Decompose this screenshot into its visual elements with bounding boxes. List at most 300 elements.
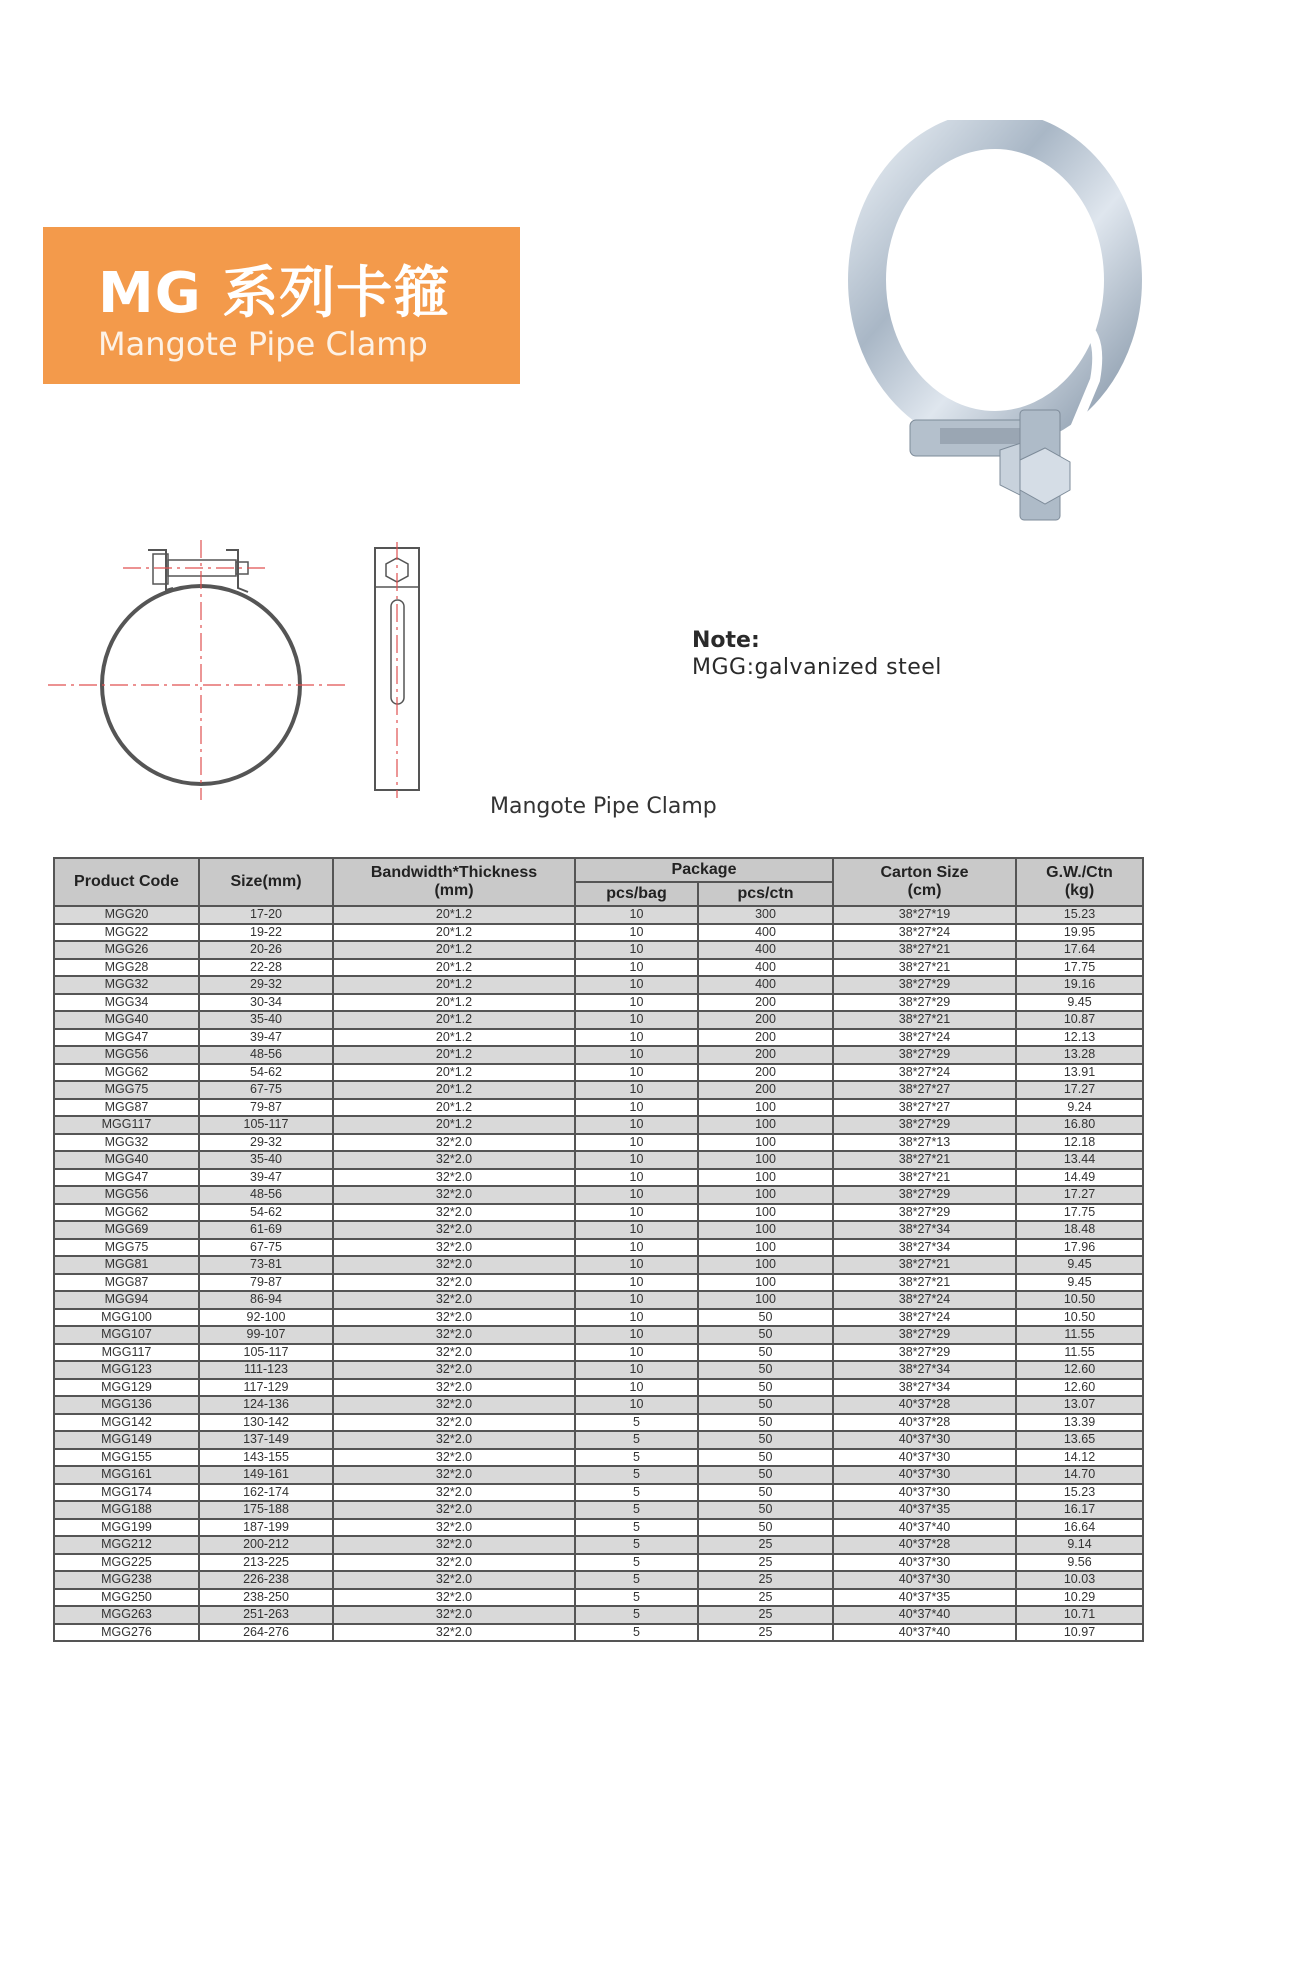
- table-row: [54, 1134, 1143, 1152]
- cell-pcs-bag: 10: [575, 1134, 698, 1152]
- cell-pcs-ctn: 50: [698, 1484, 833, 1502]
- cell-carton-size: 40*37*40: [833, 1606, 1016, 1624]
- table-row: [54, 1396, 1143, 1414]
- cell-pcs-bag: 10: [575, 1361, 698, 1379]
- cell-pcs-bag: 10: [575, 976, 698, 994]
- cell-carton-size: 38*27*13: [833, 1134, 1016, 1152]
- cell-size: 111-123: [199, 1361, 333, 1379]
- cell-size: 264-276: [199, 1624, 333, 1642]
- cell-size: 99-107: [199, 1326, 333, 1344]
- cell-size: 105-117: [199, 1116, 333, 1134]
- table-row: [54, 1624, 1143, 1642]
- cell-pcs-ctn: 200: [698, 1011, 833, 1029]
- cell-product-code: MGG174: [54, 1484, 199, 1502]
- table-row: [54, 906, 1143, 924]
- cell-pcs-ctn: 100: [698, 1204, 833, 1222]
- cell-pcs-ctn: 100: [698, 1186, 833, 1204]
- table-row: [54, 1344, 1143, 1362]
- cell-bandwidth: 32*2.0: [333, 1309, 575, 1327]
- cell-gross-weight: 13.39: [1016, 1414, 1143, 1432]
- cell-pcs-ctn: 100: [698, 1151, 833, 1169]
- cell-bandwidth: 20*1.2: [333, 959, 575, 977]
- cell-product-code: MGG263: [54, 1606, 199, 1624]
- cell-product-code: MGG75: [54, 1239, 199, 1257]
- cell-carton-size: 38*27*24: [833, 924, 1016, 942]
- cell-pcs-bag: 5: [575, 1589, 698, 1607]
- cell-pcs-bag: 10: [575, 1064, 698, 1082]
- cell-product-code: MGG75: [54, 1081, 199, 1099]
- cell-size: 92-100: [199, 1309, 333, 1327]
- cell-carton-size: 40*37*30: [833, 1466, 1016, 1484]
- cell-gross-weight: 12.60: [1016, 1361, 1143, 1379]
- note-text: MGG:galvanized steel: [692, 655, 942, 680]
- cell-carton-size: 40*37*28: [833, 1396, 1016, 1414]
- cell-carton-size: 38*27*21: [833, 1274, 1016, 1292]
- cell-product-code: MGG62: [54, 1064, 199, 1082]
- cell-gross-weight: 17.27: [1016, 1186, 1143, 1204]
- cell-pcs-ctn: 25: [698, 1554, 833, 1572]
- cell-pcs-bag: 10: [575, 1396, 698, 1414]
- cell-pcs-bag: 10: [575, 941, 698, 959]
- table-row: [54, 1554, 1143, 1572]
- header-package: Package: [575, 858, 833, 882]
- table-row: [54, 1081, 1143, 1099]
- cell-product-code: MGG28: [54, 959, 199, 977]
- cell-product-code: MGG161: [54, 1466, 199, 1484]
- cell-gross-weight: 12.13: [1016, 1029, 1143, 1047]
- cell-carton-size: 38*27*29: [833, 1326, 1016, 1344]
- cell-product-code: MGG87: [54, 1099, 199, 1117]
- cell-product-code: MGG100: [54, 1309, 199, 1327]
- cell-pcs-ctn: 50: [698, 1466, 833, 1484]
- cell-pcs-ctn: 100: [698, 1134, 833, 1152]
- table-row: [54, 1536, 1143, 1554]
- cell-gross-weight: 10.50: [1016, 1291, 1143, 1309]
- cell-product-code: MGG20: [54, 906, 199, 924]
- cell-carton-size: 38*27*21: [833, 1169, 1016, 1187]
- cell-pcs-bag: 10: [575, 1274, 698, 1292]
- cell-pcs-ctn: 400: [698, 976, 833, 994]
- cell-bandwidth: 32*2.0: [333, 1554, 575, 1572]
- cell-pcs-ctn: 25: [698, 1606, 833, 1624]
- header-carton-unit: (cm): [907, 882, 942, 899]
- cell-bandwidth: 32*2.0: [333, 1414, 575, 1432]
- cell-pcs-bag: 5: [575, 1554, 698, 1572]
- cell-size: 251-263: [199, 1606, 333, 1624]
- cell-pcs-ctn: 100: [698, 1169, 833, 1187]
- cell-gross-weight: 12.18: [1016, 1134, 1143, 1152]
- cell-product-code: MGG40: [54, 1011, 199, 1029]
- table-row: [54, 1116, 1143, 1134]
- cell-pcs-ctn: 50: [698, 1501, 833, 1519]
- table-row: [54, 1256, 1143, 1274]
- cell-gross-weight: 14.12: [1016, 1449, 1143, 1467]
- cell-pcs-bag: 10: [575, 959, 698, 977]
- cell-pcs-bag: 10: [575, 1291, 698, 1309]
- table-row: [54, 1204, 1143, 1222]
- cell-gross-weight: 9.45: [1016, 1256, 1143, 1274]
- banner-title-en: Mangote Pipe Clamp: [98, 325, 428, 363]
- table-row: [54, 1606, 1143, 1624]
- cell-gross-weight: 18.48: [1016, 1221, 1143, 1239]
- cell-size: 175-188: [199, 1501, 333, 1519]
- cell-bandwidth: 32*2.0: [333, 1501, 575, 1519]
- header-size: Size(mm): [199, 858, 333, 906]
- cell-gross-weight: 9.45: [1016, 1274, 1143, 1292]
- cell-pcs-ctn: 50: [698, 1379, 833, 1397]
- cell-bandwidth: 32*2.0: [333, 1134, 575, 1152]
- cell-pcs-ctn: 50: [698, 1326, 833, 1344]
- cell-pcs-bag: 5: [575, 1431, 698, 1449]
- cell-gross-weight: 19.95: [1016, 924, 1143, 942]
- table-row: [54, 1064, 1143, 1082]
- cell-bandwidth: 20*1.2: [333, 976, 575, 994]
- cell-carton-size: 38*27*29: [833, 1046, 1016, 1064]
- cell-pcs-ctn: 50: [698, 1519, 833, 1537]
- header-product-code: Product Code: [54, 858, 199, 906]
- cell-bandwidth: 20*1.2: [333, 924, 575, 942]
- table-caption: Mangote Pipe Clamp: [490, 794, 717, 819]
- header-pcs-ctn: pcs/ctn: [698, 882, 833, 906]
- cell-bandwidth: 32*2.0: [333, 1361, 575, 1379]
- cell-carton-size: 38*27*24: [833, 1291, 1016, 1309]
- cell-gross-weight: 16.80: [1016, 1116, 1143, 1134]
- table-row: [54, 1274, 1143, 1292]
- cell-product-code: MGG188: [54, 1501, 199, 1519]
- cell-product-code: MGG32: [54, 976, 199, 994]
- cell-gross-weight: 13.91: [1016, 1064, 1143, 1082]
- cell-gross-weight: 16.64: [1016, 1519, 1143, 1537]
- cell-pcs-bag: 10: [575, 906, 698, 924]
- cell-size: 17-20: [199, 906, 333, 924]
- cell-pcs-ctn: 25: [698, 1536, 833, 1554]
- cell-gross-weight: 14.49: [1016, 1169, 1143, 1187]
- cell-gross-weight: 15.23: [1016, 1484, 1143, 1502]
- spec-table-body: [54, 906, 1143, 1641]
- cell-carton-size: 38*27*34: [833, 1239, 1016, 1257]
- header-gw: [1016, 858, 1143, 906]
- title-banner: [43, 227, 520, 384]
- cell-size: 67-75: [199, 1081, 333, 1099]
- cell-carton-size: 40*37*30: [833, 1571, 1016, 1589]
- cell-size: 54-62: [199, 1064, 333, 1082]
- cell-pcs-ctn: 200: [698, 1064, 833, 1082]
- cell-gross-weight: 17.75: [1016, 1204, 1143, 1222]
- cell-product-code: MGG199: [54, 1519, 199, 1537]
- cell-carton-size: 38*27*29: [833, 1204, 1016, 1222]
- cell-pcs-bag: 10: [575, 1151, 698, 1169]
- cell-size: 29-32: [199, 1134, 333, 1152]
- table-row: [54, 1326, 1143, 1344]
- cell-bandwidth: 32*2.0: [333, 1169, 575, 1187]
- header-bandwidth-unit: (mm): [434, 882, 474, 899]
- table-row: [54, 994, 1143, 1012]
- cell-size: 30-34: [199, 994, 333, 1012]
- cell-gross-weight: 9.45: [1016, 994, 1143, 1012]
- cell-product-code: MGG250: [54, 1589, 199, 1607]
- cell-gross-weight: 10.29: [1016, 1589, 1143, 1607]
- table-row: [54, 1466, 1143, 1484]
- cell-gross-weight: 9.14: [1016, 1536, 1143, 1554]
- cell-pcs-ctn: 100: [698, 1099, 833, 1117]
- cell-product-code: MGG225: [54, 1554, 199, 1572]
- table-row: [54, 1046, 1143, 1064]
- table-row: [54, 1431, 1143, 1449]
- table-row: [54, 1414, 1143, 1432]
- cell-pcs-bag: 10: [575, 1379, 698, 1397]
- cell-bandwidth: 20*1.2: [333, 1081, 575, 1099]
- cell-size: 48-56: [199, 1186, 333, 1204]
- cell-pcs-ctn: 100: [698, 1291, 833, 1309]
- cell-product-code: MGG69: [54, 1221, 199, 1239]
- cell-carton-size: 38*27*19: [833, 906, 1016, 924]
- cell-carton-size: 38*27*29: [833, 1116, 1016, 1134]
- cell-gross-weight: 17.75: [1016, 959, 1143, 977]
- cell-bandwidth: 20*1.2: [333, 1116, 575, 1134]
- cell-pcs-ctn: 50: [698, 1414, 833, 1432]
- cell-size: 79-87: [199, 1099, 333, 1117]
- cell-pcs-ctn: 100: [698, 1239, 833, 1257]
- header-pcs-bag: pcs/bag: [575, 882, 698, 906]
- cell-size: 124-136: [199, 1396, 333, 1414]
- cell-pcs-ctn: 100: [698, 1116, 833, 1134]
- cell-carton-size: 38*27*29: [833, 994, 1016, 1012]
- cell-pcs-ctn: 200: [698, 1029, 833, 1047]
- cell-product-code: MGG123: [54, 1361, 199, 1379]
- table-row: [54, 1484, 1143, 1502]
- cell-size: 238-250: [199, 1589, 333, 1607]
- cell-gross-weight: 10.50: [1016, 1309, 1143, 1327]
- cell-bandwidth: 32*2.0: [333, 1256, 575, 1274]
- cell-carton-size: 40*37*35: [833, 1501, 1016, 1519]
- cell-carton-size: 38*27*27: [833, 1099, 1016, 1117]
- cell-bandwidth: 32*2.0: [333, 1344, 575, 1362]
- cell-product-code: MGG94: [54, 1291, 199, 1309]
- cell-pcs-ctn: 25: [698, 1589, 833, 1607]
- header-carton-label: Carton Size: [880, 864, 969, 881]
- cell-gross-weight: 9.56: [1016, 1554, 1143, 1572]
- cell-pcs-bag: 10: [575, 1239, 698, 1257]
- cell-bandwidth: 32*2.0: [333, 1519, 575, 1537]
- cell-pcs-bag: 10: [575, 1204, 698, 1222]
- table-row: [54, 1151, 1143, 1169]
- cell-product-code: MGG129: [54, 1379, 199, 1397]
- cell-product-code: MGG117: [54, 1116, 199, 1134]
- cell-size: 54-62: [199, 1204, 333, 1222]
- cell-bandwidth: 32*2.0: [333, 1606, 575, 1624]
- cell-bandwidth: 32*2.0: [333, 1624, 575, 1642]
- cell-product-code: MGG22: [54, 924, 199, 942]
- cell-pcs-bag: 10: [575, 1326, 698, 1344]
- cell-bandwidth: 20*1.2: [333, 941, 575, 959]
- cell-size: 39-47: [199, 1169, 333, 1187]
- cell-size: 20-26: [199, 941, 333, 959]
- cell-carton-size: 38*27*21: [833, 1151, 1016, 1169]
- cell-size: 213-225: [199, 1554, 333, 1572]
- cell-bandwidth: 32*2.0: [333, 1204, 575, 1222]
- cell-gross-weight: 16.17: [1016, 1501, 1143, 1519]
- cell-product-code: MGG81: [54, 1256, 199, 1274]
- table-row: [54, 1291, 1143, 1309]
- technical-drawing: [48, 530, 428, 800]
- cell-carton-size: 38*27*29: [833, 976, 1016, 994]
- cell-bandwidth: 20*1.2: [333, 1099, 575, 1117]
- cell-product-code: MGG276: [54, 1624, 199, 1642]
- table-row: [54, 941, 1143, 959]
- cell-bandwidth: 32*2.0: [333, 1379, 575, 1397]
- cell-pcs-ctn: 25: [698, 1571, 833, 1589]
- cell-gross-weight: 14.70: [1016, 1466, 1143, 1484]
- front-view-drawing: [48, 540, 348, 800]
- cell-size: 86-94: [199, 1291, 333, 1309]
- table-row: [54, 1239, 1143, 1257]
- cell-carton-size: 38*27*24: [833, 1029, 1016, 1047]
- cell-bandwidth: 20*1.2: [333, 1011, 575, 1029]
- cell-carton-size: 40*37*30: [833, 1431, 1016, 1449]
- table-row: [54, 1011, 1143, 1029]
- cell-size: 117-129: [199, 1379, 333, 1397]
- cell-size: 105-117: [199, 1344, 333, 1362]
- cell-gross-weight: 11.55: [1016, 1326, 1143, 1344]
- cell-carton-size: 38*27*21: [833, 1011, 1016, 1029]
- cell-pcs-bag: 10: [575, 1046, 698, 1064]
- cell-size: 130-142: [199, 1414, 333, 1432]
- cell-product-code: MGG155: [54, 1449, 199, 1467]
- cell-product-code: MGG34: [54, 994, 199, 1012]
- cell-product-code: MGG149: [54, 1431, 199, 1449]
- cell-pcs-ctn: 50: [698, 1449, 833, 1467]
- cell-pcs-ctn: 100: [698, 1256, 833, 1274]
- cell-carton-size: 40*37*40: [833, 1519, 1016, 1537]
- cell-size: 79-87: [199, 1274, 333, 1292]
- table-row: [54, 976, 1143, 994]
- cell-carton-size: 38*27*29: [833, 1344, 1016, 1362]
- table-row: [54, 1379, 1143, 1397]
- cell-product-code: MGG56: [54, 1186, 199, 1204]
- cell-bandwidth: 32*2.0: [333, 1396, 575, 1414]
- cell-carton-size: 40*37*30: [833, 1449, 1016, 1467]
- cell-pcs-bag: 5: [575, 1571, 698, 1589]
- note-label: Note:: [692, 628, 760, 653]
- side-view-drawing: [375, 542, 419, 798]
- cell-gross-weight: 11.55: [1016, 1344, 1143, 1362]
- cell-size: 61-69: [199, 1221, 333, 1239]
- cell-pcs-ctn: 300: [698, 906, 833, 924]
- cell-pcs-ctn: 200: [698, 1046, 833, 1064]
- cell-product-code: MGG40: [54, 1151, 199, 1169]
- header-bandwidth-label: Bandwidth*Thickness: [370, 864, 538, 881]
- cell-gross-weight: 17.27: [1016, 1081, 1143, 1099]
- cell-bandwidth: 32*2.0: [333, 1326, 575, 1344]
- cell-pcs-bag: 10: [575, 1221, 698, 1239]
- cell-bandwidth: 32*2.0: [333, 1466, 575, 1484]
- cell-size: 22-28: [199, 959, 333, 977]
- cell-product-code: MGG117: [54, 1344, 199, 1362]
- cell-gross-weight: 10.87: [1016, 1011, 1143, 1029]
- cell-pcs-ctn: 25: [698, 1624, 833, 1642]
- clamp-product-photo: [820, 120, 1150, 540]
- table-row: [54, 1361, 1143, 1379]
- cell-gross-weight: 13.65: [1016, 1431, 1143, 1449]
- cell-pcs-bag: 5: [575, 1606, 698, 1624]
- cell-product-code: MGG238: [54, 1571, 199, 1589]
- cell-pcs-bag: 10: [575, 994, 698, 1012]
- cell-carton-size: 40*37*28: [833, 1414, 1016, 1432]
- banner-title-cn: MG 系列卡箍: [98, 261, 451, 326]
- cell-gross-weight: 10.71: [1016, 1606, 1143, 1624]
- cell-size: 67-75: [199, 1239, 333, 1257]
- table-row: [54, 1029, 1143, 1047]
- cell-size: 226-238: [199, 1571, 333, 1589]
- cell-bandwidth: 20*1.2: [333, 1029, 575, 1047]
- cell-carton-size: 40*37*28: [833, 1536, 1016, 1554]
- cell-pcs-bag: 10: [575, 924, 698, 942]
- cell-carton-size: 38*27*21: [833, 959, 1016, 977]
- cell-gross-weight: 17.96: [1016, 1239, 1143, 1257]
- cell-pcs-bag: 5: [575, 1624, 698, 1642]
- cell-size: 137-149: [199, 1431, 333, 1449]
- table-row: [54, 1589, 1143, 1607]
- cell-bandwidth: 32*2.0: [333, 1589, 575, 1607]
- table-row: [54, 1309, 1143, 1327]
- table-row: [54, 1186, 1143, 1204]
- cell-size: 19-22: [199, 924, 333, 942]
- cell-carton-size: 38*27*24: [833, 1309, 1016, 1327]
- cell-bandwidth: 32*2.0: [333, 1186, 575, 1204]
- cell-product-code: MGG62: [54, 1204, 199, 1222]
- cell-size: 187-199: [199, 1519, 333, 1537]
- cell-pcs-bag: 10: [575, 1029, 698, 1047]
- cell-gross-weight: 17.64: [1016, 941, 1143, 959]
- table-row: [54, 1571, 1143, 1589]
- table-row: [54, 959, 1143, 977]
- cell-bandwidth: 32*2.0: [333, 1431, 575, 1449]
- cell-bandwidth: 32*2.0: [333, 1274, 575, 1292]
- cell-pcs-ctn: 50: [698, 1396, 833, 1414]
- cell-carton-size: 40*37*30: [833, 1554, 1016, 1572]
- cell-gross-weight: 10.97: [1016, 1624, 1143, 1642]
- cell-pcs-bag: 5: [575, 1536, 698, 1554]
- cell-pcs-ctn: 400: [698, 959, 833, 977]
- cell-pcs-ctn: 50: [698, 1431, 833, 1449]
- table-row: [54, 1221, 1143, 1239]
- cell-product-code: MGG107: [54, 1326, 199, 1344]
- header-gw-label: G.W./Ctn: [1046, 864, 1113, 881]
- cell-pcs-bag: 10: [575, 1256, 698, 1274]
- cell-carton-size: 38*27*21: [833, 1256, 1016, 1274]
- cell-carton-size: 38*27*29: [833, 1186, 1016, 1204]
- cell-pcs-bag: 10: [575, 1116, 698, 1134]
- cell-size: 39-47: [199, 1029, 333, 1047]
- cell-size: 35-40: [199, 1011, 333, 1029]
- cell-bandwidth: 32*2.0: [333, 1449, 575, 1467]
- table-row: [54, 1519, 1143, 1537]
- cell-bandwidth: 32*2.0: [333, 1239, 575, 1257]
- cell-product-code: MGG32: [54, 1134, 199, 1152]
- header-bandwidth: [333, 858, 575, 906]
- table-row: [54, 1501, 1143, 1519]
- cell-pcs-bag: 10: [575, 1081, 698, 1099]
- cell-size: 162-174: [199, 1484, 333, 1502]
- table-row: [54, 924, 1143, 942]
- cell-pcs-ctn: 50: [698, 1361, 833, 1379]
- cell-pcs-ctn: 50: [698, 1309, 833, 1327]
- cell-bandwidth: 20*1.2: [333, 1064, 575, 1082]
- cell-size: 35-40: [199, 1151, 333, 1169]
- cell-gross-weight: 19.16: [1016, 976, 1143, 994]
- cell-product-code: MGG136: [54, 1396, 199, 1414]
- cell-pcs-ctn: 400: [698, 924, 833, 942]
